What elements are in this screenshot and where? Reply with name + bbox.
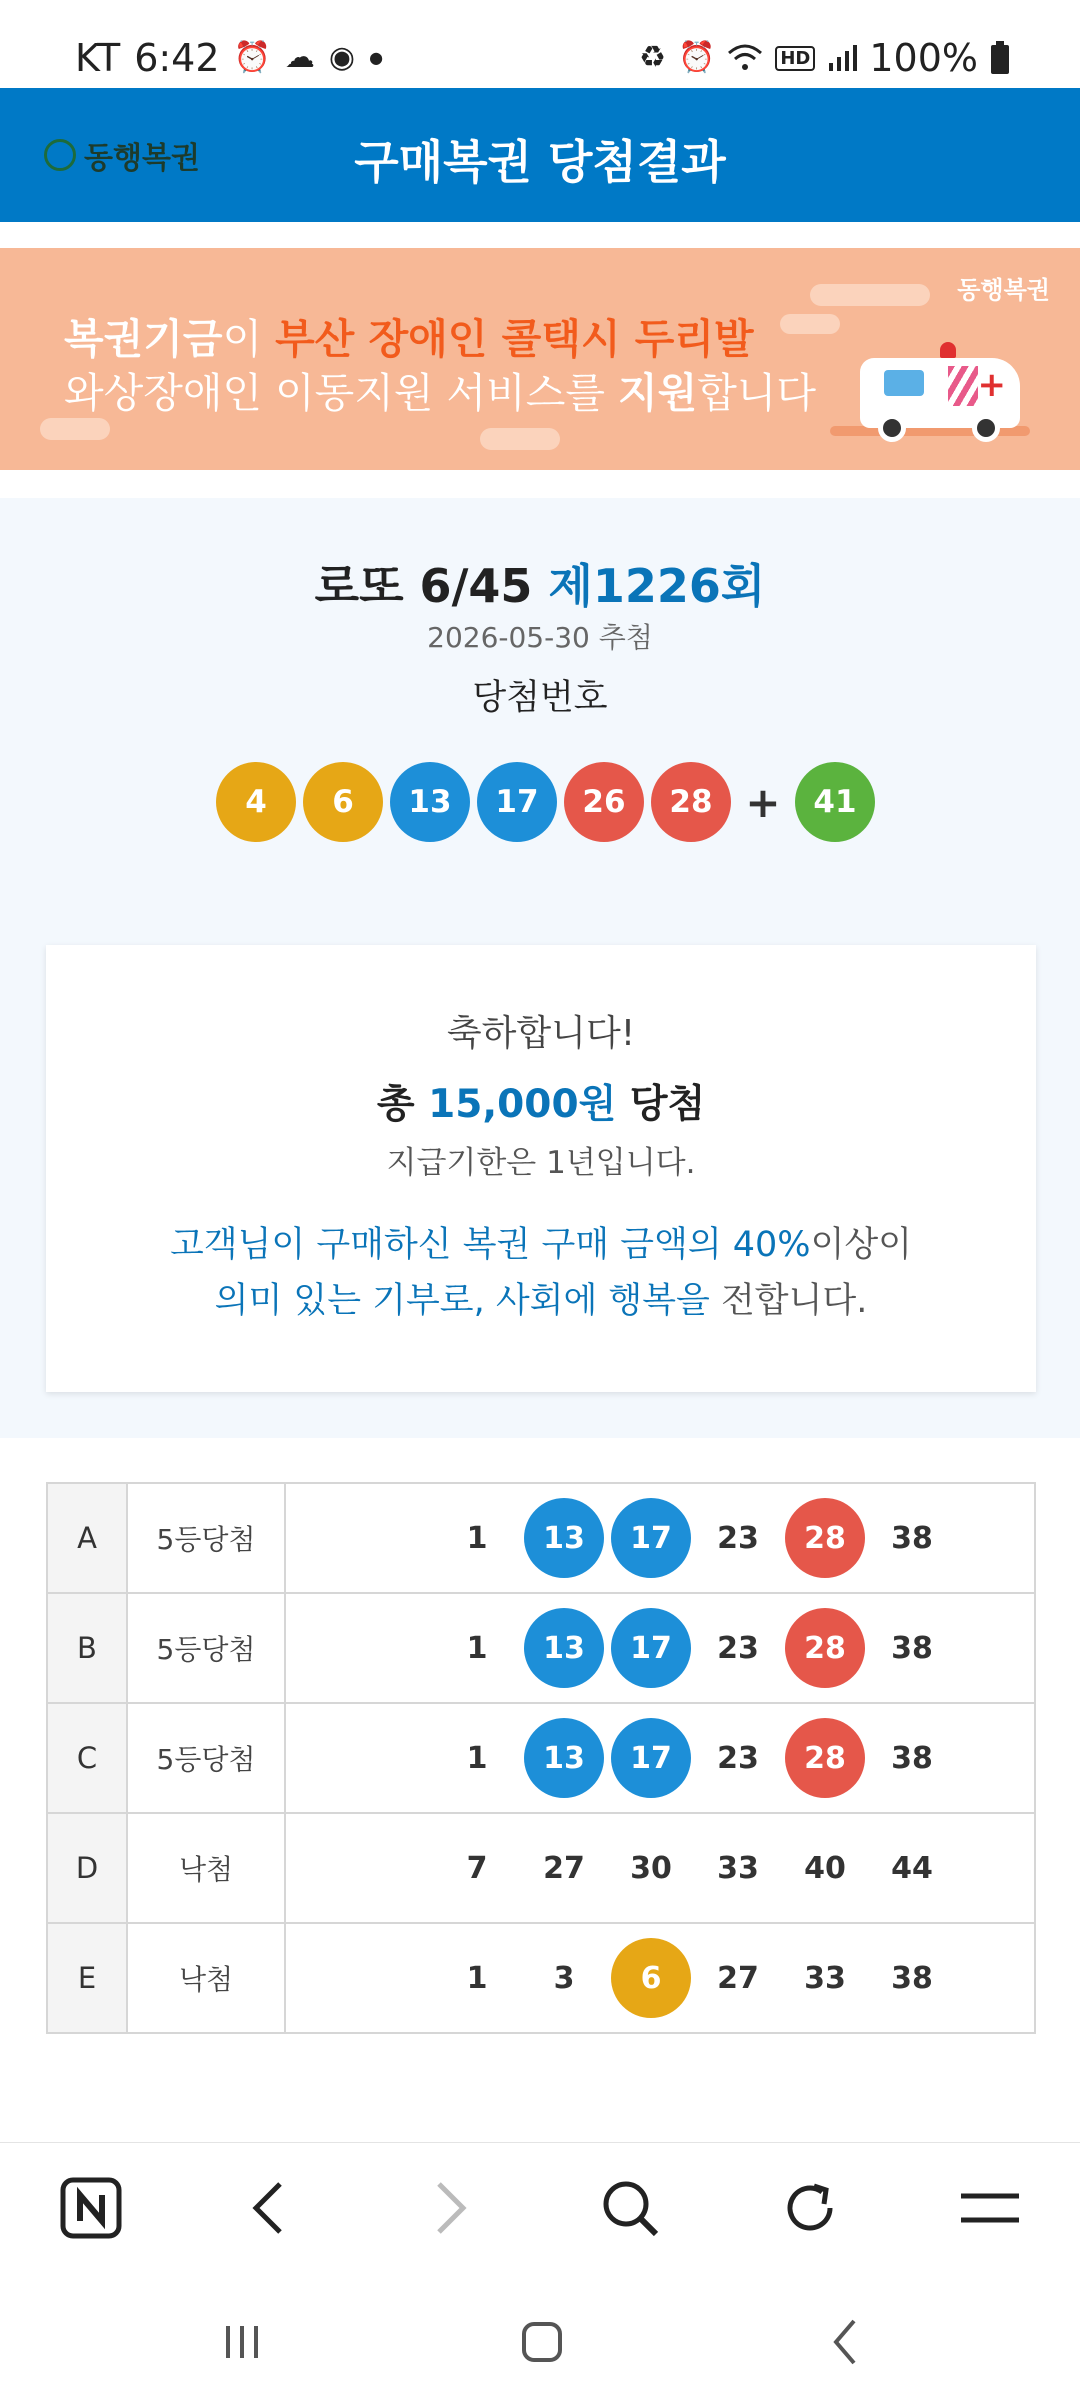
banner-project: 부산 장애인 콜택시 두리발: [275, 315, 754, 363]
winning-number-ball: 4: [216, 762, 296, 842]
ticket-number: 38: [891, 1630, 933, 1666]
battery-icon: [990, 41, 1010, 75]
ticket-number: 30: [630, 1850, 672, 1886]
ticket-number: 3: [553, 1960, 575, 1996]
matched-number-ball: 17: [611, 1498, 691, 1578]
matched-number-ball: 28: [785, 1608, 865, 1688]
ticket-rank: 낙첨: [127, 1813, 285, 1923]
back-icon: [830, 2317, 860, 2367]
ticket-number: 1: [466, 1630, 488, 1666]
banner-cloud: [810, 284, 930, 306]
carrier-label: KT: [75, 36, 121, 80]
matched-number-ball: 13: [524, 1608, 604, 1688]
back-icon: [248, 2180, 288, 2236]
draw-round: 제1226회: [548, 559, 766, 613]
winning-number-ball: 28: [651, 762, 731, 842]
ticket-number: 7: [466, 1850, 488, 1886]
forward-button[interactable]: [416, 2173, 486, 2243]
ticket-numbers-row: [437, 1718, 1034, 1798]
home-icon: [520, 2320, 564, 2364]
ticket-numbers: [285, 1923, 1035, 2033]
ticket-rank: 5등당첨: [127, 1703, 285, 1813]
system-back-button[interactable]: [815, 2312, 875, 2372]
donation-msg-3: 의미 있는 기부로, 사회에 행복을: [214, 1281, 710, 1321]
page-title: 구매복권 당첨결과: [354, 135, 726, 189]
ticket-numbers: [285, 1703, 1035, 1813]
ticket-rank: 5등당첨: [127, 1483, 285, 1593]
ticket-game-label: D: [47, 1813, 127, 1923]
ticket-numbers-row: [437, 1498, 1034, 1578]
status-bar-right: [639, 36, 1010, 80]
promo-banner[interactable]: [0, 248, 1080, 470]
browser-toolbar: [0, 2142, 1080, 2273]
matched-number-ball: 13: [524, 1498, 604, 1578]
banner-cloud: [780, 314, 840, 334]
matched-number-ball: 13: [524, 1718, 604, 1798]
ticket-game-label: A: [47, 1483, 127, 1593]
draw-date: 2026-05-30 추첨: [427, 621, 653, 654]
winning-number-ball: 17: [477, 762, 557, 842]
menu-button[interactable]: [955, 2173, 1025, 2243]
winning-numbers: [216, 762, 882, 842]
draw-title: [0, 550, 1080, 616]
ticket-numbers-row: [437, 1608, 1034, 1688]
ticket-row: [47, 1483, 1035, 1593]
prize-summary-card: [46, 945, 1036, 1392]
ticket-number: 38: [891, 1740, 933, 1776]
banner-particle: 이: [222, 315, 276, 363]
signal-icon: [827, 43, 857, 73]
ticket-number: 33: [717, 1850, 759, 1886]
payment-term: 지급기한은 1년입니다.: [386, 1145, 696, 1181]
donation-msg-2: 이상이: [810, 1225, 912, 1265]
ticket-row: [47, 1593, 1035, 1703]
winning-number-ball: 6: [303, 762, 383, 842]
ticket-number: 40: [804, 1850, 846, 1886]
status-bar-left: [75, 36, 383, 80]
ticket-numbers: [285, 1483, 1035, 1593]
ticket-number: 23: [717, 1630, 759, 1666]
battery-level: 100%: [869, 36, 978, 80]
ticket-numbers: [285, 1813, 1035, 1923]
cloud-icon: ☁: [284, 40, 315, 75]
banner-headline: [64, 306, 754, 365]
prize-amount: 15,000원: [428, 1082, 617, 1127]
wifi-icon: [727, 43, 763, 73]
logo-text: 동행복권: [84, 141, 200, 176]
matched-number-ball: 28: [785, 1498, 865, 1578]
alarm-icon: ⏰: [677, 40, 716, 75]
ticket-game-label: E: [47, 1923, 127, 2033]
ticket-game-label: C: [47, 1703, 127, 1813]
banner-fund: 복권기금: [64, 315, 223, 363]
system-navigation-bar: [0, 2272, 1080, 2400]
recent-apps-icon: [222, 2322, 262, 2362]
ticket-number: 27: [543, 1850, 585, 1886]
banner-service: 와상장애인 이동지원 서비스를: [64, 369, 618, 417]
matched-number-ball: 17: [611, 1718, 691, 1798]
total-prize: [46, 1073, 1036, 1129]
wheel-icon: [972, 414, 1000, 442]
siren-icon: [940, 342, 956, 358]
recent-apps-button[interactable]: [212, 2312, 272, 2372]
naver-home-icon: [60, 2177, 122, 2239]
forward-icon: [431, 2180, 471, 2236]
winning-numbers-label: 당첨번호: [472, 678, 608, 718]
ambulance-illustration: [860, 328, 1020, 438]
naver-home-button[interactable]: [56, 2173, 126, 2243]
dot-icon: ●: [369, 48, 384, 67]
ticket-number: 27: [717, 1960, 759, 1996]
app-header: [0, 88, 1080, 222]
ticket-number: 23: [717, 1740, 759, 1776]
ticket-numbers-row: [437, 1938, 1034, 2018]
total-prefix: 총: [376, 1082, 429, 1127]
ticket-row: [47, 1813, 1035, 1923]
wheel-icon: [878, 414, 906, 442]
hd-icon: HD: [775, 46, 815, 71]
banner-cloud: [40, 418, 110, 440]
donation-message: [46, 1217, 1036, 1329]
ticket-results-table: [46, 1482, 1036, 2034]
winning-number-ball: 13: [390, 762, 470, 842]
ticket-number: 1: [466, 1960, 488, 1996]
donation-msg-4: 전합니다.: [709, 1281, 868, 1321]
ticket-numbers-row: [437, 1828, 1034, 1908]
congrats-text: 축하합니다!: [446, 1013, 636, 1054]
banner-support: 지원: [617, 369, 698, 417]
clock: 6:42: [134, 36, 220, 80]
menu-icon: [959, 2188, 1021, 2228]
winning-number-ball: 26: [564, 762, 644, 842]
search-icon: [600, 2178, 660, 2238]
bonus-number-ball: 41: [795, 762, 875, 842]
ticket-row: [47, 1923, 1035, 2033]
ticket-row: [47, 1703, 1035, 1813]
ticket-number: 1: [466, 1520, 488, 1556]
matched-number-ball: 28: [785, 1718, 865, 1798]
ticket-number: 1: [466, 1740, 488, 1776]
banner-ending: 합니다: [697, 369, 817, 417]
donation-msg-1: 고객님이 구매하신 복권 구매 금액의 40%: [169, 1225, 811, 1265]
ambulance-window: [884, 370, 924, 396]
refresh-icon: [780, 2178, 840, 2238]
ticket-number: 38: [891, 1960, 933, 1996]
ticket-number: 38: [891, 1520, 933, 1556]
search-button[interactable]: [595, 2173, 665, 2243]
ticket-numbers: [285, 1593, 1035, 1703]
banner-brand: 동행복권: [957, 276, 1050, 304]
recycle-icon: ♻: [639, 40, 666, 75]
alarm-icon: ⏰: [233, 40, 271, 75]
back-button[interactable]: [233, 2173, 303, 2243]
banner-cloud: [480, 428, 560, 450]
ticket-number: 44: [891, 1850, 933, 1886]
ambulance-stripe: [948, 366, 978, 406]
ticket-number: 23: [717, 1520, 759, 1556]
app-notification-icon: ◉: [328, 40, 356, 75]
medical-cross-icon: +: [977, 365, 1006, 405]
banner-subline: [64, 360, 816, 419]
ticket-rank: 5등당첨: [127, 1593, 285, 1703]
bonus-plus-sign: +: [745, 777, 781, 827]
game-name: 로또 6/45: [314, 559, 549, 613]
status-bar: [0, 0, 1080, 88]
matched-number-ball: 17: [611, 1608, 691, 1688]
home-button[interactable]: [512, 2312, 572, 2372]
ticket-game-label: B: [47, 1593, 127, 1703]
total-suffix: 당첨: [616, 1082, 706, 1127]
matched-number-ball: 6: [611, 1938, 691, 2018]
ticket-rank: 낙첨: [127, 1923, 285, 2033]
refresh-button[interactable]: [775, 2173, 845, 2243]
ticket-number: 33: [804, 1960, 846, 1996]
